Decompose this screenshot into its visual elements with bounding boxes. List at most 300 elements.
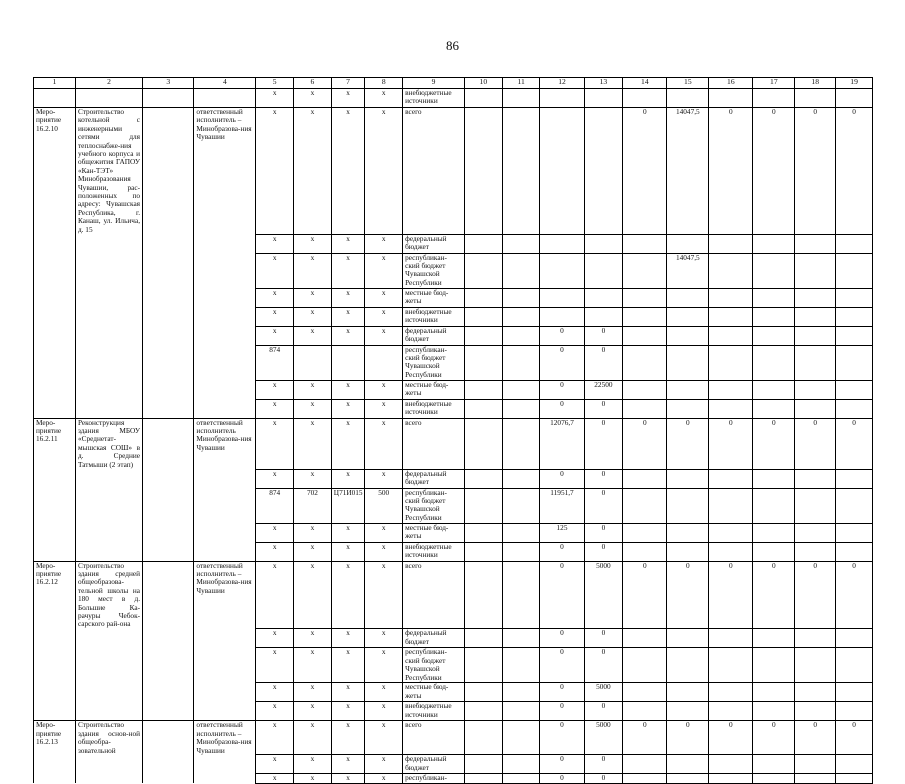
empty-cell	[75, 345, 142, 380]
column-number: 17	[753, 78, 795, 89]
amount-cell: 0	[623, 561, 667, 629]
empty-cell	[502, 234, 540, 253]
budget-code: x	[365, 561, 403, 629]
empty-cell	[34, 380, 76, 399]
amount-cell	[836, 234, 873, 253]
amount-cell: 0	[836, 108, 873, 235]
empty-cell	[194, 89, 256, 108]
amount-cell	[753, 755, 795, 774]
empty-cell	[464, 755, 502, 774]
empty-cell	[502, 380, 540, 399]
budget-code: x	[365, 418, 403, 469]
column-number: 5	[256, 78, 294, 89]
empty-cell	[464, 326, 502, 345]
amount-cell	[836, 774, 873, 783]
budget-code: x	[365, 648, 403, 683]
budget-code: x	[365, 253, 403, 288]
empty-cell	[143, 307, 194, 326]
budget-code: x	[365, 108, 403, 235]
budget-code: x	[294, 542, 332, 561]
amount-cell	[836, 488, 873, 523]
budget-code: x	[294, 755, 332, 774]
empty-cell	[75, 253, 142, 288]
budget-code: x	[331, 702, 365, 721]
amount-cell	[753, 253, 795, 288]
funding-source: федеральный бюджет	[403, 755, 465, 774]
budget-code: x	[331, 253, 365, 288]
budget-code: x	[365, 234, 403, 253]
empty-cell	[464, 774, 502, 783]
budget-code: x	[256, 721, 294, 755]
empty-cell	[143, 326, 194, 345]
amount-cell: 0	[623, 721, 667, 755]
measure-name: Строительство здания основ-ной общеобра-зовательной	[75, 721, 142, 755]
amount-cell: 12076,7	[540, 418, 584, 469]
budget-code: x	[294, 683, 332, 702]
amount-cell	[795, 755, 836, 774]
budget-code: x	[365, 721, 403, 755]
empty-cell	[502, 721, 540, 755]
budget-code: x	[256, 307, 294, 326]
funding-source: всего	[403, 418, 465, 469]
budget-code	[365, 345, 403, 380]
table-row	[34, 326, 873, 345]
budget-code: x	[294, 702, 332, 721]
amount-cell	[540, 108, 584, 235]
empty-cell	[464, 307, 502, 326]
empty-cell	[502, 418, 540, 469]
amount-cell	[753, 629, 795, 648]
budget-code: x	[331, 683, 365, 702]
amount-cell	[795, 774, 836, 783]
amount-cell	[667, 542, 709, 561]
budget-code: x	[365, 523, 403, 542]
empty-cell	[75, 399, 142, 418]
budget-code: 874	[256, 345, 294, 380]
amount-cell	[836, 399, 873, 418]
amount-cell	[795, 469, 836, 488]
amount-cell: 0	[709, 108, 753, 235]
budget-code: x	[365, 380, 403, 399]
amount-cell	[836, 253, 873, 288]
empty-cell	[540, 89, 584, 108]
amount-cell	[753, 399, 795, 418]
table-row	[34, 288, 873, 307]
amount-cell	[667, 469, 709, 488]
budget-code: x	[331, 469, 365, 488]
amount-cell	[667, 488, 709, 523]
amount-cell	[753, 774, 795, 783]
amount-cell	[667, 648, 709, 683]
amount-cell	[709, 253, 753, 288]
empty-cell	[143, 108, 194, 235]
amount-cell	[709, 542, 753, 561]
empty-cell	[34, 488, 76, 523]
budget-code: x	[294, 234, 332, 253]
budget-code: x	[294, 307, 332, 326]
empty-cell	[502, 345, 540, 380]
amount-cell	[836, 307, 873, 326]
measure-code: Меро- приятие 16.2.10	[34, 108, 76, 235]
budget-code: x	[365, 683, 403, 702]
budget-code: x	[331, 755, 365, 774]
amount-cell	[709, 234, 753, 253]
amount-cell: 0	[836, 418, 873, 469]
amount-cell	[667, 702, 709, 721]
amount-cell: 0	[540, 542, 584, 561]
budget-code: x	[294, 89, 332, 108]
amount-cell	[795, 399, 836, 418]
empty-cell	[194, 234, 256, 253]
empty-cell	[464, 648, 502, 683]
amount-cell: 5000	[584, 721, 623, 755]
amount-cell	[836, 380, 873, 399]
amount-cell	[836, 345, 873, 380]
funding-source: местные бюд- жеты	[403, 683, 465, 702]
amount-cell: 0	[584, 469, 623, 488]
empty-cell	[143, 380, 194, 399]
amount-cell: 0	[623, 108, 667, 235]
amount-cell: 0	[584, 702, 623, 721]
empty-cell	[75, 755, 142, 774]
empty-cell	[34, 648, 76, 683]
amount-cell	[623, 399, 667, 418]
empty-cell	[75, 326, 142, 345]
empty-cell	[464, 234, 502, 253]
funding-source: республикан- ский бюджет Чувашской Республики	[403, 648, 465, 683]
empty-cell	[667, 89, 709, 108]
responsible-party: ответственный исполнитель – Минобразова-ния Чувашии	[194, 721, 256, 755]
empty-cell	[143, 288, 194, 307]
amount-cell: 0	[540, 469, 584, 488]
funding-source: внебюджетные источники	[403, 399, 465, 418]
budget-code: 500	[365, 488, 403, 523]
empty-cell	[194, 307, 256, 326]
amount-cell	[623, 253, 667, 288]
empty-cell	[143, 345, 194, 380]
amount-cell	[667, 234, 709, 253]
budget-code: x	[256, 683, 294, 702]
amount-cell	[753, 702, 795, 721]
empty-cell	[464, 89, 502, 108]
budget-code: x	[256, 89, 294, 108]
empty-cell	[502, 523, 540, 542]
measure-code: Меро- приятие 16.2.11	[34, 418, 76, 469]
measure-name: Строительство котельной с инженерными сетями для теплоснабже-ния учебного корпуса и общежития ГАПОУ «Кан-ТЭТ» Минобразования Чувашии, рас-положенных по адресу: Чувашская Республика, г. Канаш, ул. Ильича, д. 15	[75, 108, 142, 235]
amount-cell	[623, 345, 667, 380]
amount-cell	[709, 380, 753, 399]
empty-cell	[836, 89, 873, 108]
amount-cell	[709, 307, 753, 326]
measure-name: Реконструкция здания МБОУ «Среднетат-мышская СОШ» в д. Средние Татмыши (2 этап)	[75, 418, 142, 469]
amount-cell: 0	[753, 561, 795, 629]
budget-code: x	[256, 774, 294, 783]
budget-code: x	[256, 234, 294, 253]
amount-cell	[753, 648, 795, 683]
empty-cell	[502, 326, 540, 345]
amount-cell: 0	[584, 629, 623, 648]
amount-cell	[623, 683, 667, 702]
amount-cell	[584, 253, 623, 288]
empty-cell	[502, 683, 540, 702]
empty-cell	[34, 345, 76, 380]
empty-cell	[502, 307, 540, 326]
amount-cell	[623, 380, 667, 399]
amount-cell: 0	[540, 702, 584, 721]
budget-code: x	[331, 288, 365, 307]
budget-code: x	[294, 288, 332, 307]
budget-code: x	[331, 399, 365, 418]
empty-cell	[623, 89, 667, 108]
empty-cell	[34, 307, 76, 326]
empty-cell	[143, 418, 194, 469]
budget-code: x	[294, 326, 332, 345]
amount-cell	[667, 307, 709, 326]
amount-cell: 0	[667, 418, 709, 469]
budget-code: x	[331, 629, 365, 648]
table-row	[34, 523, 873, 542]
empty-cell	[584, 89, 623, 108]
amount-cell	[795, 288, 836, 307]
amount-cell: 0	[584, 418, 623, 469]
empty-cell	[795, 89, 836, 108]
empty-cell	[143, 89, 194, 108]
amount-cell	[709, 629, 753, 648]
funding-source: внебюджетные источники	[403, 307, 465, 326]
amount-cell: 0	[795, 108, 836, 235]
amount-cell	[795, 380, 836, 399]
amount-cell	[753, 683, 795, 702]
amount-cell	[753, 307, 795, 326]
amount-cell	[795, 629, 836, 648]
budget-code: 702	[294, 488, 332, 523]
empty-cell	[753, 89, 795, 108]
amount-cell	[623, 488, 667, 523]
funding-source: федеральный бюджет	[403, 234, 465, 253]
empty-cell	[502, 108, 540, 235]
column-number: 16	[709, 78, 753, 89]
column-number: 4	[194, 78, 256, 89]
empty-cell	[502, 648, 540, 683]
empty-cell	[34, 234, 76, 253]
budget-code	[331, 345, 365, 380]
budget-code: x	[256, 253, 294, 288]
budget-code: x	[331, 326, 365, 345]
table-row	[34, 774, 873, 783]
amount-cell	[753, 488, 795, 523]
amount-cell: 0	[584, 648, 623, 683]
amount-cell	[540, 288, 584, 307]
empty-cell	[34, 702, 76, 721]
amount-cell: 0	[795, 418, 836, 469]
budget-code: x	[294, 253, 332, 288]
amount-cell: 0	[540, 326, 584, 345]
table-row	[34, 702, 873, 721]
empty-cell	[194, 683, 256, 702]
budget-code: 874	[256, 488, 294, 523]
empty-cell	[34, 523, 76, 542]
amount-cell	[753, 469, 795, 488]
amount-cell	[667, 380, 709, 399]
empty-cell	[143, 755, 194, 774]
empty-cell	[34, 469, 76, 488]
funding-source: всего	[403, 108, 465, 235]
empty-cell	[502, 629, 540, 648]
empty-cell	[464, 418, 502, 469]
empty-cell	[194, 542, 256, 561]
budget-code: x	[331, 418, 365, 469]
empty-cell	[75, 89, 142, 108]
header-row	[34, 78, 873, 89]
empty-cell	[75, 288, 142, 307]
empty-cell	[502, 488, 540, 523]
amount-cell	[836, 523, 873, 542]
empty-cell	[194, 399, 256, 418]
column-number: 2	[75, 78, 142, 89]
amount-cell	[623, 542, 667, 561]
amount-cell	[667, 345, 709, 380]
column-number: 14	[623, 78, 667, 89]
budget-code	[294, 345, 332, 380]
amount-cell	[753, 380, 795, 399]
budget-code: x	[294, 418, 332, 469]
amount-cell	[623, 469, 667, 488]
budget-code: x	[331, 648, 365, 683]
empty-cell	[464, 542, 502, 561]
amount-cell	[836, 702, 873, 721]
measure-code: Меро- приятие 16.2.13	[34, 721, 76, 755]
empty-cell	[194, 648, 256, 683]
amount-cell	[709, 648, 753, 683]
amount-cell: 0	[709, 721, 753, 755]
empty-cell	[464, 683, 502, 702]
amount-cell	[623, 629, 667, 648]
budget-code: x	[256, 326, 294, 345]
empty-cell	[143, 488, 194, 523]
budget-code: x	[365, 307, 403, 326]
amount-cell: 0	[540, 380, 584, 399]
budget-code: x	[331, 542, 365, 561]
empty-cell	[75, 648, 142, 683]
table-row	[34, 721, 873, 755]
amount-cell	[836, 755, 873, 774]
funding-source: внебюджетные источники	[403, 89, 465, 108]
column-number: 9	[403, 78, 465, 89]
table-row	[34, 488, 873, 523]
empty-cell	[143, 523, 194, 542]
budget-code: x	[294, 380, 332, 399]
amount-cell: 0	[540, 683, 584, 702]
amount-cell	[709, 288, 753, 307]
empty-cell	[464, 108, 502, 235]
amount-cell	[836, 469, 873, 488]
budget-code: x	[294, 721, 332, 755]
page-number: 86	[446, 38, 459, 53]
table-row	[34, 345, 873, 380]
budget-code: x	[256, 702, 294, 721]
empty-cell	[34, 399, 76, 418]
empty-cell	[194, 288, 256, 307]
empty-cell	[464, 399, 502, 418]
empty-cell	[502, 89, 540, 108]
empty-cell	[75, 234, 142, 253]
table-body	[34, 78, 873, 784]
empty-cell	[194, 702, 256, 721]
amount-cell	[836, 542, 873, 561]
amount-cell: 0	[540, 561, 584, 629]
funding-source: республикан- ский бюджет Чувашской Республики	[403, 345, 465, 380]
amount-cell	[836, 648, 873, 683]
budget-code: x	[331, 307, 365, 326]
amount-cell: 0	[584, 523, 623, 542]
empty-cell	[75, 774, 142, 783]
empty-cell	[75, 523, 142, 542]
empty-cell	[34, 542, 76, 561]
amount-cell	[667, 326, 709, 345]
amount-cell: 0	[709, 418, 753, 469]
budget-code: x	[256, 469, 294, 488]
amount-cell: 5000	[584, 683, 623, 702]
empty-cell	[143, 399, 194, 418]
empty-cell	[34, 629, 76, 648]
empty-cell	[34, 683, 76, 702]
empty-cell	[34, 89, 76, 108]
empty-cell	[143, 253, 194, 288]
amount-cell	[795, 253, 836, 288]
funding-source: местные бюд- жеты	[403, 380, 465, 399]
amount-cell	[709, 488, 753, 523]
empty-cell	[464, 253, 502, 288]
empty-cell	[502, 399, 540, 418]
amount-cell	[709, 345, 753, 380]
amount-cell	[795, 683, 836, 702]
amount-cell	[623, 523, 667, 542]
empty-cell	[143, 774, 194, 783]
budget-code: x	[365, 326, 403, 345]
table-row	[34, 648, 873, 683]
amount-cell	[623, 755, 667, 774]
empty-cell	[464, 629, 502, 648]
amount-cell	[623, 234, 667, 253]
amount-cell	[795, 326, 836, 345]
amount-cell: 0	[540, 755, 584, 774]
funding-source: республикан- ский бюджет Чувашской Республики	[403, 488, 465, 523]
amount-cell: 0	[540, 345, 584, 380]
funding-source: всего	[403, 561, 465, 629]
budget-code: x	[294, 561, 332, 629]
budget-code: x	[294, 399, 332, 418]
empty-cell	[143, 629, 194, 648]
amount-cell	[753, 345, 795, 380]
amount-cell	[667, 629, 709, 648]
amount-cell	[795, 234, 836, 253]
amount-cell	[540, 234, 584, 253]
budget-code: x	[331, 108, 365, 235]
budget-code: x	[256, 418, 294, 469]
amount-cell	[667, 288, 709, 307]
budget-code: x	[365, 89, 403, 108]
table-row	[34, 469, 873, 488]
amount-cell: 0	[584, 774, 623, 783]
budget-code: x	[331, 380, 365, 399]
amount-cell: 0	[584, 755, 623, 774]
empty-cell	[75, 542, 142, 561]
amount-cell	[709, 469, 753, 488]
funding-source: внебюджетные источники	[403, 702, 465, 721]
budget-code: x	[256, 523, 294, 542]
amount-cell	[795, 648, 836, 683]
budget-code: x	[365, 702, 403, 721]
